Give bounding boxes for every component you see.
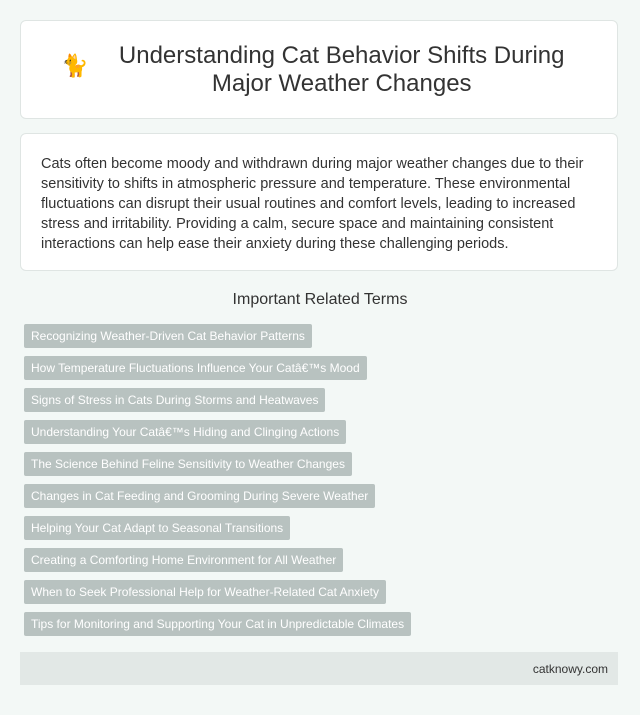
related-term-tag[interactable]: Changes in Cat Feeding and Grooming During Severe Weather	[24, 484, 375, 508]
related-term-tag[interactable]: Helping Your Cat Adapt to Seasonal Transitions	[24, 516, 290, 540]
title-card	[20, 20, 618, 119]
related-term-tag[interactable]: Signs of Stress in Cats During Storms and Heatwaves	[24, 388, 325, 412]
related-term-tag[interactable]: Recognizing Weather-Driven Cat Behavior Patterns	[24, 324, 312, 348]
related-term-tag[interactable]: The Science Behind Feline Sensitivity to Weather Changes	[24, 452, 352, 476]
related-term-tag[interactable]: How Temperature Fluctuations Influence Your Catâ€™s Mood	[24, 356, 367, 380]
footer	[20, 652, 618, 685]
related-terms-heading: Important Related Terms	[232, 291, 408, 308]
related-term-tag[interactable]: Tips for Monitoring and Supporting Your Cat in Unpredictable Climates	[24, 612, 411, 636]
related-term-tag[interactable]: When to Seek Professional Help for Weather-Related Cat Anxiety	[24, 580, 386, 604]
related-terms-list	[24, 324, 411, 644]
title-wrap	[61, 42, 576, 98]
summary-text: Cats often become moody and withdrawn during major weather changes due to their sensitivity to shifts in atmospheric pressure and temperature. These environmental fluctuations can disrupt their usual routines and comfort levels, leading to increased stress and irritability. Providing a calm, secure space and maintaining consistent interactions can help ease their anxiety during these challenging periods.	[41, 156, 584, 252]
related-term-tag[interactable]: Creating a Comforting Home Environment for All Weather	[24, 548, 343, 572]
footer-site-name: catknowy.com	[532, 661, 608, 676]
summary-card	[20, 133, 618, 271]
cat-icon: 🐈	[61, 52, 89, 78]
related-term-tag[interactable]: Understanding Your Catâ€™s Hiding and Clinging Actions	[24, 420, 346, 444]
page-title: Understanding Cat Behavior Shifts During Major Weather Changes	[118, 41, 565, 97]
